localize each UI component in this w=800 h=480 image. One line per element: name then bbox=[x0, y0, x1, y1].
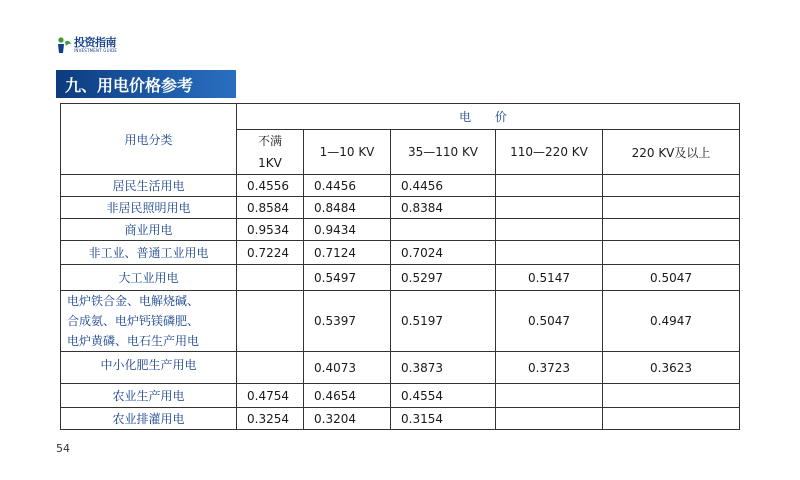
page-number: 54 bbox=[56, 442, 70, 455]
band-35-110kv: 35—110 KV bbox=[391, 130, 496, 175]
person-logo-icon bbox=[56, 36, 72, 54]
price-cell bbox=[603, 408, 740, 430]
price-cell: 0.5147 bbox=[496, 265, 603, 291]
price-cell bbox=[237, 352, 304, 384]
price-cell: 0.8484 bbox=[304, 197, 391, 219]
row-category-line: 电炉黄磷、电石生产用电 bbox=[67, 334, 200, 348]
table-row bbox=[61, 175, 740, 197]
price-cell: 0.5197 bbox=[391, 291, 496, 352]
section-title: 九、用电价格参考 bbox=[65, 75, 194, 95]
price-cell: 0.5047 bbox=[496, 291, 603, 352]
price-cell bbox=[603, 219, 740, 241]
price-cell bbox=[603, 197, 740, 219]
price-cell: 0.4556 bbox=[237, 175, 304, 197]
price-cell bbox=[237, 265, 304, 291]
price-cell: 0.4947 bbox=[603, 291, 740, 352]
table-row bbox=[61, 241, 740, 265]
price-cell bbox=[496, 384, 603, 408]
table-row bbox=[61, 197, 740, 219]
price-cell bbox=[496, 408, 603, 430]
price-cell: 0.4456 bbox=[304, 175, 391, 197]
table-row bbox=[61, 384, 740, 408]
price-cell: 0.4654 bbox=[304, 384, 391, 408]
price-cell: 0.4754 bbox=[237, 384, 304, 408]
row-category: 非工业、普通工业用电 bbox=[61, 241, 237, 265]
band-1-10kv: 1—10 KV bbox=[304, 130, 391, 175]
electricity-price-table bbox=[60, 103, 740, 430]
price-cell: 0.5397 bbox=[304, 291, 391, 352]
price-cell: 0.3204 bbox=[304, 408, 391, 430]
price-cell: 0.8584 bbox=[237, 197, 304, 219]
price-cell bbox=[496, 175, 603, 197]
price-cell: 0.4073 bbox=[304, 352, 391, 384]
row-category: 农业生产用电 bbox=[61, 384, 237, 408]
price-cell: 0.9534 bbox=[237, 219, 304, 241]
price-cell bbox=[496, 219, 603, 241]
price-cell: 0.8384 bbox=[391, 197, 496, 219]
price-cell bbox=[391, 219, 496, 241]
price-header: 电 价 bbox=[237, 104, 740, 130]
price-cell bbox=[603, 384, 740, 408]
row-category-multiline bbox=[61, 291, 237, 352]
price-cell: 0.7024 bbox=[391, 241, 496, 265]
band-220kv-above: 220 KV及以上 bbox=[603, 130, 740, 175]
table-row bbox=[61, 408, 740, 430]
price-cell bbox=[237, 291, 304, 352]
row-category: 商业用电 bbox=[61, 219, 237, 241]
band-under-1kv-line2: 1KV bbox=[258, 156, 282, 170]
row-category: 中小化肥生产用电 bbox=[61, 352, 237, 384]
price-cell: 0.5297 bbox=[391, 265, 496, 291]
price-cell: 0.5497 bbox=[304, 265, 391, 291]
price-cell: 0.3723 bbox=[496, 352, 603, 384]
band-110-220kv: 110—220 KV bbox=[496, 130, 603, 175]
row-category: 非居民照明用电 bbox=[61, 197, 237, 219]
row-category: 农业排灌用电 bbox=[61, 408, 237, 430]
price-cell: 0.7224 bbox=[237, 241, 304, 265]
band-under-1kv bbox=[237, 130, 304, 175]
price-cell: 0.3873 bbox=[391, 352, 496, 384]
price-cell: 0.4554 bbox=[391, 384, 496, 408]
row-category: 大工业用电 bbox=[61, 265, 237, 291]
table-header-row bbox=[61, 104, 740, 130]
table-row bbox=[61, 352, 740, 384]
price-cell: 0.4456 bbox=[391, 175, 496, 197]
logo-english-text: INVESTMENT GUIDE bbox=[74, 48, 118, 53]
price-cell: 0.9434 bbox=[304, 219, 391, 241]
row-category: 居民生活用电 bbox=[61, 175, 237, 197]
price-cell: 0.3254 bbox=[237, 408, 304, 430]
logo-chinese-text: 投资指南 bbox=[74, 36, 116, 49]
price-cell bbox=[496, 241, 603, 265]
band-under-1kv-line1: 不满 bbox=[257, 134, 282, 148]
section-title-bar bbox=[56, 70, 236, 98]
table-row bbox=[61, 265, 740, 291]
price-cell bbox=[496, 197, 603, 219]
table-row bbox=[61, 291, 740, 352]
price-cell: 0.3623 bbox=[603, 352, 740, 384]
price-cell: 0.7124 bbox=[304, 241, 391, 265]
price-cell: 0.5047 bbox=[603, 265, 740, 291]
brand-logo bbox=[56, 34, 117, 56]
table-row bbox=[61, 219, 740, 241]
category-header: 用电分类 bbox=[61, 104, 237, 175]
price-cell bbox=[603, 175, 740, 197]
row-category-line: 合成氨、电炉钙镁磷肥、 bbox=[67, 314, 200, 328]
price-cell bbox=[603, 241, 740, 265]
row-category-line: 电炉铁合金、电解烧碱、 bbox=[67, 294, 200, 308]
price-cell: 0.3154 bbox=[391, 408, 496, 430]
